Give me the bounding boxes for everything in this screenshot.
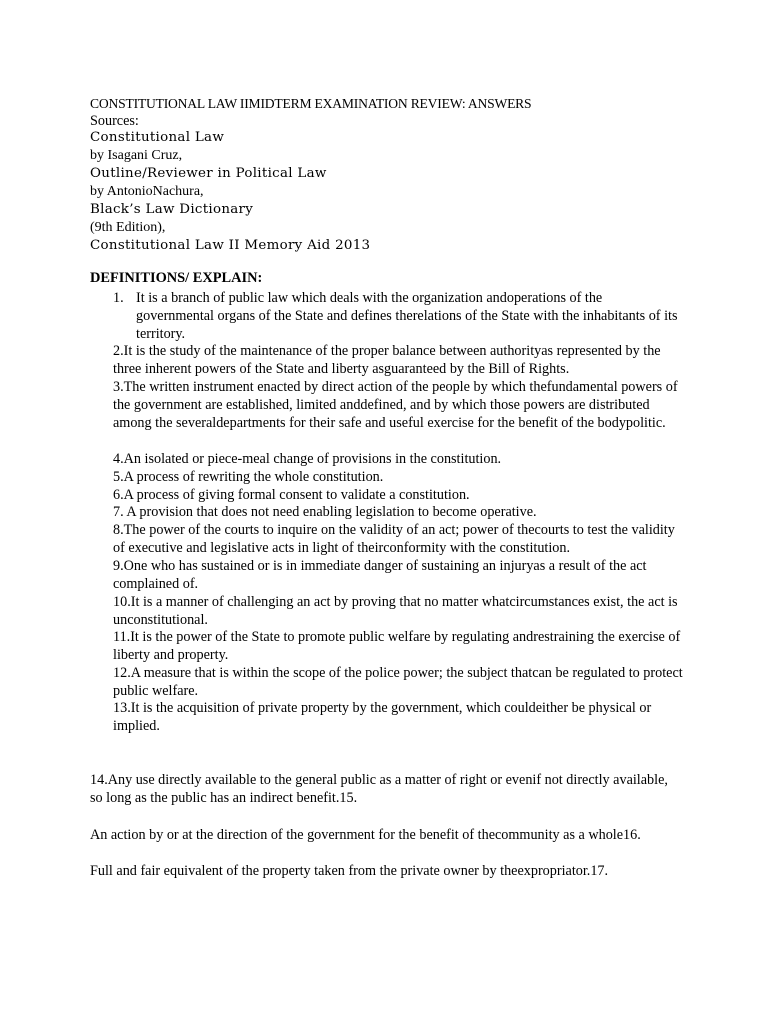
paragraph: 14.Any use directly available to the general public as a matter of right or evenif not directly available, so long as the public has an indirect benefit.15. bbox=[90, 772, 668, 806]
source-book-title: Constitutional Law II Memory Aid 2013 bbox=[90, 238, 371, 253]
list-item: 3.The written instrument enacted by direct action of the people by which thefundamental powers of the government are established, limited anddefined, and by which those powers are distributed among the severaldepartments for their safe and useful exercise for the benefit of the bodypolitic. bbox=[113, 379, 678, 431]
list-item: 4.An isolated or piece-meal change of provisions in the constitution. bbox=[113, 451, 502, 467]
source-book-title: Constitutional Law bbox=[90, 130, 225, 145]
list-item bbox=[113, 290, 683, 343]
source-author: by Isagani Cruz, bbox=[90, 148, 183, 163]
paragraph: An action by or at the direction of the government for the benefit of thecommunity as a whole16. bbox=[90, 827, 641, 843]
list-item: 13.It is the acquisition of private property by the government, which couldeither be physical or implied. bbox=[113, 700, 652, 734]
source-book-title: Black’s Law Dictionary bbox=[90, 202, 254, 217]
list-item: 7. A provision that does not need enabling legislation to become operative. bbox=[113, 504, 537, 520]
list-item: 10.It is a manner of challenging an act by proving that no matter whatcircumstances exist, the act is unconstitutional. bbox=[113, 594, 678, 628]
list-item: 11.It is the power of the State to promote public welfare by regulating andrestraining the exercise of liberty and property. bbox=[113, 629, 681, 663]
source-edition: (9th Edition), bbox=[90, 220, 166, 235]
paragraph: Full and fair equivalent of the property taken from the private owner by theexpropriator.17. bbox=[90, 863, 609, 879]
document-title: CONSTITUTIONAL LAW IIMIDTERM EXAMINATION REVIEW: ANSWERS bbox=[90, 96, 532, 111]
list-item-text: It is a branch of public law which deals with the organization andoperations of the governmental organs of the State and defines therelations of the State with the inhabitants of its territory. bbox=[136, 290, 678, 342]
list-item: 12.A measure that is within the scope of the police power; the subject thatcan be regulated to protect public welfare. bbox=[113, 665, 683, 699]
source-author: by AntonioNachura, bbox=[90, 184, 204, 199]
list-item: 6.A process of giving formal consent to validate a constitution. bbox=[113, 487, 470, 503]
section-heading: DEFINITIONS/ EXPLAIN: bbox=[90, 270, 263, 286]
list-item-number: 1. bbox=[113, 290, 124, 306]
list-item: 5.A process of rewriting the whole constitution. bbox=[113, 469, 384, 485]
list-item: 9.One who has sustained or is in immediate danger of sustaining an injuryas a result of the act complained of. bbox=[113, 558, 647, 592]
list-item: 2.It is the study of the maintenance of the proper balance between authorityas represented by the three inherent powers of the State and liberty asguaranteed by the Bill of Rights. bbox=[113, 343, 661, 377]
list-item: 8.The power of the courts to inquire on the validity of an act; power of thecourts to test the validity of executive and legislative acts in light of theirconformity with the constitution. bbox=[113, 522, 675, 556]
sources-label: Sources: bbox=[90, 113, 139, 129]
source-book-title: Outline/Reviewer in Political Law bbox=[90, 166, 327, 181]
